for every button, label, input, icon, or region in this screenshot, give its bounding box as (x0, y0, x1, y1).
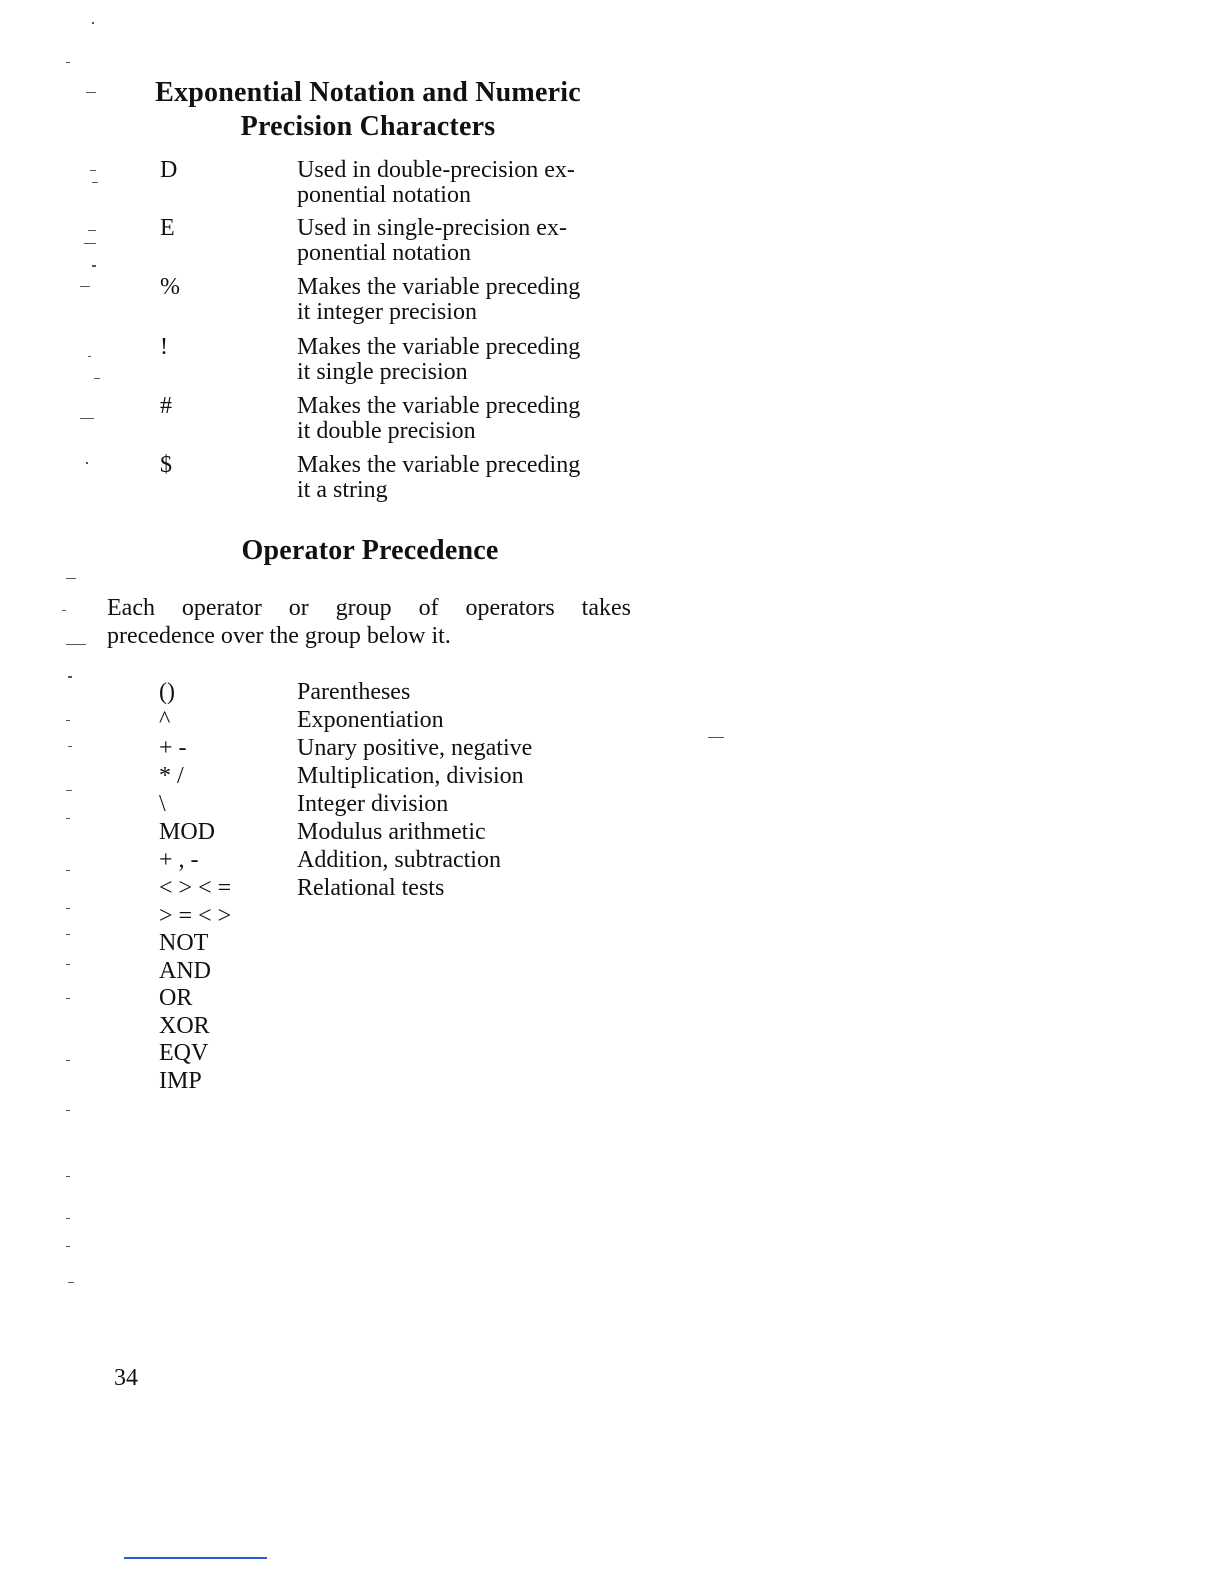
description: Makes the variable preceding it single precision (297, 334, 581, 385)
symbol: ! (160, 334, 168, 360)
operator-description: Addition, subtraction (297, 847, 501, 873)
operator-symbol: + , - (159, 847, 199, 873)
section-heading-exponential (128, 76, 608, 144)
operator-symbol: ^ (159, 707, 171, 733)
symbol: # (160, 393, 172, 419)
operator-symbol: < > < = (159, 875, 232, 901)
description: Makes the variable preceding it integer precision (297, 274, 581, 325)
operator-description: Unary positive, negative (297, 735, 533, 761)
description: Makes the variable preceding it a string (297, 452, 581, 503)
operator-symbol: * / (159, 763, 184, 789)
operator-description: Integer division (297, 791, 449, 817)
operator-symbol: OR (159, 985, 193, 1011)
description: Makes the variable preceding it double precision (297, 393, 581, 444)
operator-description: Parentheses (297, 679, 411, 705)
operator-description: Exponentiation (297, 707, 444, 733)
symbol: D (160, 157, 178, 183)
symbol: $ (160, 452, 172, 478)
symbol: % (160, 274, 180, 300)
page-number: 34 (114, 1365, 138, 1391)
operator-symbol: IMP (159, 1068, 202, 1094)
operator-symbol: () (159, 679, 175, 705)
operator-symbol: NOT (159, 930, 209, 956)
description: Used in double-precision ex- ponential notation (297, 157, 575, 208)
operator-description: Modulus arithmetic (297, 819, 486, 845)
operator-symbol: \ (159, 791, 166, 817)
symbol: E (160, 215, 175, 241)
operator-symbol: > = < > (159, 903, 232, 929)
operator-symbol: MOD (159, 819, 216, 845)
intro-paragraph: Each operator or group of operators takes precedence over the group below it. (107, 595, 631, 649)
operator-description: Relational tests (297, 875, 445, 901)
heading-line-2: Precision Characters (240, 111, 496, 142)
operator-symbol: AND (159, 958, 211, 984)
operator-symbol: EQV (159, 1040, 209, 1066)
description: Used in single-precision ex- ponential notation (297, 215, 567, 266)
operator-symbol: XOR (159, 1013, 210, 1039)
section-heading-operator-precedence: Operator Precedence (241, 535, 499, 566)
footer-rule (124, 1557, 267, 1559)
heading-line-1: Exponential Notation and Numeric (155, 77, 581, 108)
operator-symbol: + - (159, 735, 187, 761)
operator-description: Multiplication, division (297, 763, 524, 789)
